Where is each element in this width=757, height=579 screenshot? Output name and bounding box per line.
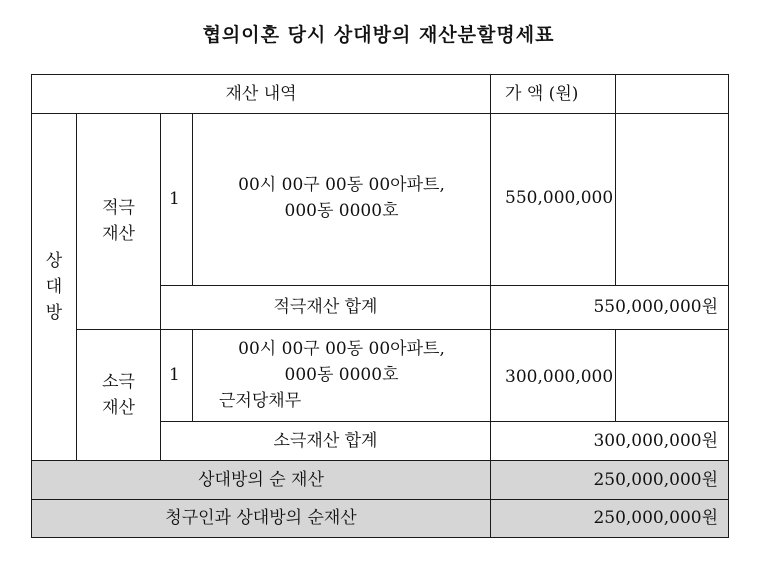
active-item-number: 1 — [161, 114, 193, 286]
final-value: 250,000,000원 — [491, 499, 729, 537]
passive-asset-label-text: 소극 재산 — [102, 371, 135, 418]
passive-item-line1: 00시 00구 00동 00아파트, — [238, 339, 445, 360]
passive-item-value: 300,000,000 — [491, 329, 616, 421]
passive-item-line3: 근저당채무 — [219, 391, 302, 412]
active-subtotal-label: 적극재산 합계 — [161, 286, 491, 329]
passive-item-line2: 000동 0000호 — [284, 365, 399, 386]
passive-subtotal-label: 소극재산 합계 — [161, 421, 491, 460]
net-asset-row — [32, 460, 729, 499]
final-label: 청구인과 상대방의 순재산 — [32, 499, 491, 537]
net-asset-label: 상대방의 순 재산 — [32, 460, 491, 499]
final-row — [32, 499, 729, 537]
active-asset-label-text: 적극 재산 — [102, 198, 135, 245]
header-row — [32, 75, 729, 114]
passive-item-description — [193, 329, 491, 421]
active-item-blank — [616, 114, 729, 286]
active-asset-label — [77, 114, 161, 329]
header-blank — [616, 75, 729, 114]
passive-subtotal-value: 300,000,000원 — [491, 421, 729, 460]
active-asset-row — [32, 114, 729, 286]
header-amount: 가 액 (원) — [491, 75, 616, 114]
header-items: 재산 내역 — [32, 75, 491, 114]
active-item-description — [193, 114, 491, 286]
passive-asset-row — [32, 329, 729, 421]
net-asset-value: 250,000,000원 — [491, 460, 729, 499]
active-item-line1: 00시 00구 00동 00아파트, — [238, 175, 445, 196]
passive-item-number: 1 — [161, 329, 193, 421]
passive-asset-label — [77, 329, 161, 460]
party-label — [32, 114, 77, 461]
passive-item-blank — [616, 329, 729, 421]
party-label-text: 상 대 방 — [45, 250, 63, 323]
active-subtotal-value: 550,000,000원 — [491, 286, 729, 329]
active-item-line2: 000동 0000호 — [284, 201, 399, 222]
property-division-table — [31, 74, 729, 538]
active-item-value: 550,000,000 — [491, 114, 616, 286]
document-title: 협의이혼 당시 상대방의 재산분할명세표 — [202, 24, 555, 46]
